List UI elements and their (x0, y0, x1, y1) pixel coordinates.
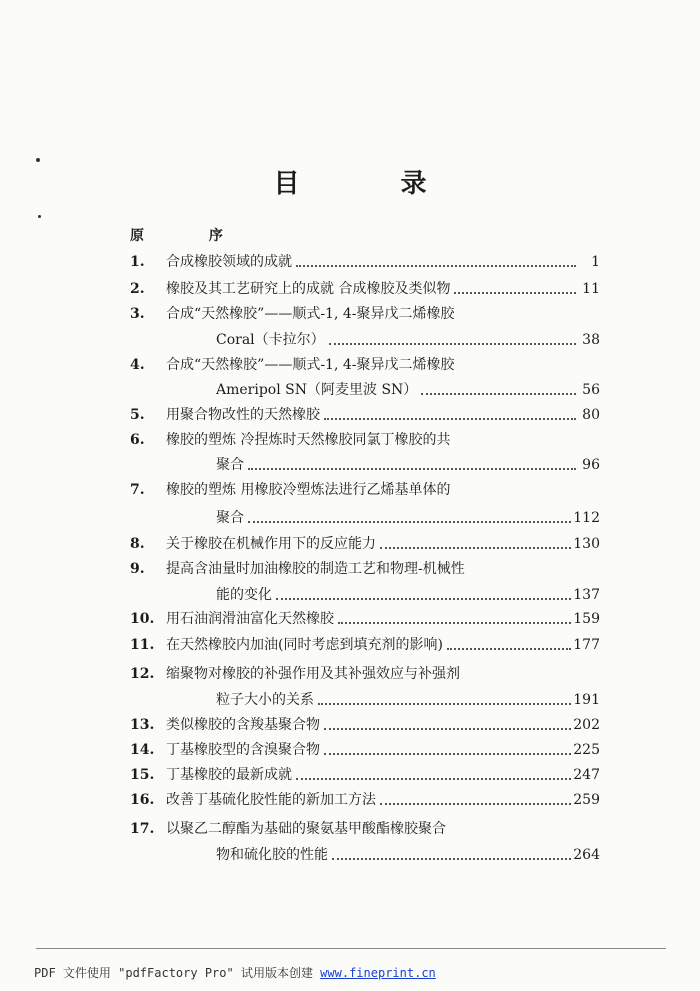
toc-dot-leader (380, 803, 571, 805)
toc-entry[interactable] (130, 330, 600, 350)
footer-link[interactable]: www.fineprint.cn (320, 966, 436, 980)
toc-entry-title: 关于橡胶在机械作用下的反应能力 (166, 536, 376, 552)
toc-dot-leader (447, 648, 571, 650)
toc-entry-title: 提高含油量时加油橡胶的制造工艺和物理-机械性 (166, 561, 465, 577)
toc-entry[interactable] (130, 304, 600, 324)
toc-entry-page: 38 (582, 332, 600, 348)
toc-entry-number: 5. (130, 407, 145, 423)
toc-entry-page: 1 (591, 254, 600, 270)
toc-entry-title: 能的变化 (216, 587, 272, 603)
toc-entry-page: 137 (573, 587, 600, 603)
toc-entry-page: 259 (573, 792, 600, 808)
toc-dot-leader (248, 521, 571, 523)
toc-entry[interactable] (130, 380, 600, 400)
toc-entry[interactable] (130, 430, 600, 450)
toc-dot-leader (296, 778, 571, 780)
toc-entry[interactable] (130, 819, 600, 839)
toc-entry-title: 缩聚物对橡胶的补强作用及其补强效应与补强剂 (166, 666, 460, 682)
toc-entry-title: Coral（卡拉尔） (216, 332, 325, 348)
toc-entry-title: 用聚合物改性的天然橡胶 (166, 407, 320, 423)
toc-entry-number: 13. (130, 717, 155, 733)
bottom-rule (36, 948, 666, 949)
toc-entry-number: 17. (130, 821, 155, 837)
scan-speck (36, 158, 40, 162)
toc-entry[interactable] (130, 845, 600, 865)
toc-entry-number: 7. (130, 482, 145, 498)
toc-entry[interactable] (130, 455, 600, 475)
toc-dot-leader (324, 753, 571, 755)
toc-dot-leader (276, 598, 571, 600)
toc-entry-title: 合成“天然橡胶”——顺式-1, 4-聚异戊二烯橡胶 (166, 357, 455, 373)
toc-entry[interactable] (130, 405, 600, 425)
toc-entry[interactable] (130, 279, 600, 299)
toc-entry[interactable] (130, 480, 600, 500)
toc-entry[interactable] (130, 765, 600, 785)
toc-entry[interactable] (130, 559, 600, 579)
toc-entry[interactable] (130, 508, 600, 528)
toc-entry-number: 11. (130, 637, 155, 653)
toc-entry-number: 14. (130, 742, 155, 758)
toc-dot-leader (380, 547, 571, 549)
toc-dot-leader (318, 703, 571, 705)
toc-entry-number: 6. (130, 432, 145, 448)
toc-entry-title: 在天然橡胶内加油(同时考虑到填充剂的影响) (166, 637, 443, 653)
toc-entry-title: 物和硫化胶的性能 (216, 847, 328, 863)
toc-entry-page: 264 (573, 847, 600, 863)
toc-entry-number: 10. (130, 611, 155, 627)
toc-entry-number: 12. (130, 666, 155, 682)
toc-dot-leader (296, 265, 576, 267)
toc-entry[interactable] (130, 715, 600, 735)
toc-entry-number: 1. (130, 254, 145, 270)
toc-entry[interactable] (130, 664, 600, 684)
toc-entry-number: 8. (130, 536, 145, 552)
page-title: 目 录 (273, 169, 473, 199)
toc-entry-page: 11 (582, 281, 600, 297)
toc-entry-page: 56 (582, 382, 600, 398)
toc-entry-title: 聚合 (216, 510, 244, 526)
toc-entry-title: 以聚乙二醇酯为基础的聚氨基甲酸酯橡胶聚合 (166, 821, 446, 837)
toc-entry[interactable] (130, 252, 600, 272)
toc-preface[interactable] (130, 226, 600, 246)
toc-entry-number: 4. (130, 357, 145, 373)
toc-entry-number: 9. (130, 561, 145, 577)
toc-entry-title: Ameripol SN（阿麦里波 SN） (216, 382, 418, 398)
toc-dot-leader (332, 858, 571, 860)
toc-entry-title: 合成“天然橡胶”——顺式-1, 4-聚异戊二烯橡胶 (166, 306, 455, 322)
toc-entry-title: 改善丁基硫化胶性能的新加工方法 (166, 792, 376, 808)
toc-entry-number: 3. (130, 306, 145, 322)
toc-entry[interactable] (130, 790, 600, 810)
toc-entry-title: 合成橡胶领域的成就 (166, 254, 292, 270)
toc-entry-title: 丁基橡胶的最新成就 (166, 767, 292, 783)
pdf-footer (34, 964, 436, 981)
toc-entry[interactable] (130, 609, 600, 629)
toc-entry-title: 橡胶的塑炼 冷捏炼时天然橡胶同氯丁橡胶的共 (166, 432, 451, 448)
toc-dot-leader (324, 728, 571, 730)
toc-dot-leader (324, 418, 576, 420)
toc-dot-leader (421, 393, 576, 395)
toc-entry-title: 丁基橡胶型的含溴聚合物 (166, 742, 320, 758)
toc-entry-title: 用石油润滑油富化天然橡胶 (166, 611, 334, 627)
preface-label: 原 序 (130, 228, 253, 244)
toc-entry-page: 96 (582, 457, 600, 473)
toc-entry-page: 191 (573, 692, 600, 708)
toc-entry-page: 80 (582, 407, 600, 423)
toc-dot-leader (329, 343, 576, 345)
toc-entry-page: 202 (573, 717, 600, 733)
toc-entry-number: 15. (130, 767, 155, 783)
toc-entry[interactable] (130, 690, 600, 710)
toc-entry-title: 粒子大小的关系 (216, 692, 314, 708)
toc-entry[interactable] (130, 355, 600, 375)
toc-entry-title: 橡胶及其工艺研究上的成就 合成橡胶及类似物 (166, 281, 451, 297)
toc-entry[interactable] (130, 740, 600, 760)
toc-entry[interactable] (130, 585, 600, 605)
toc-entry-number: 2. (130, 281, 145, 297)
toc-entry[interactable] (130, 635, 600, 655)
toc-entry-page: 159 (573, 611, 600, 627)
toc-entry-page: 177 (573, 637, 600, 653)
toc-dot-leader (454, 292, 576, 294)
toc-entry-title: 类似橡胶的含羧基聚合物 (166, 717, 320, 733)
toc-entry[interactable] (130, 534, 600, 554)
toc-entry-title: 聚合 (216, 457, 244, 473)
toc-entry-title: 橡胶的塑炼 用橡胶冷塑炼法进行乙烯基单体的 (166, 482, 451, 498)
toc-entry-page: 112 (573, 510, 600, 526)
toc-entry-page: 130 (573, 536, 600, 552)
toc-dot-leader (338, 622, 571, 624)
scan-speck (38, 215, 41, 218)
toc-entry-page: 247 (573, 767, 600, 783)
footer-text: PDF 文件使用 "pdfFactory Pro" 试用版本创建 (34, 966, 321, 980)
toc-entry-page: 225 (573, 742, 600, 758)
toc-dot-leader (248, 468, 576, 470)
toc-entry-number: 16. (130, 792, 155, 808)
